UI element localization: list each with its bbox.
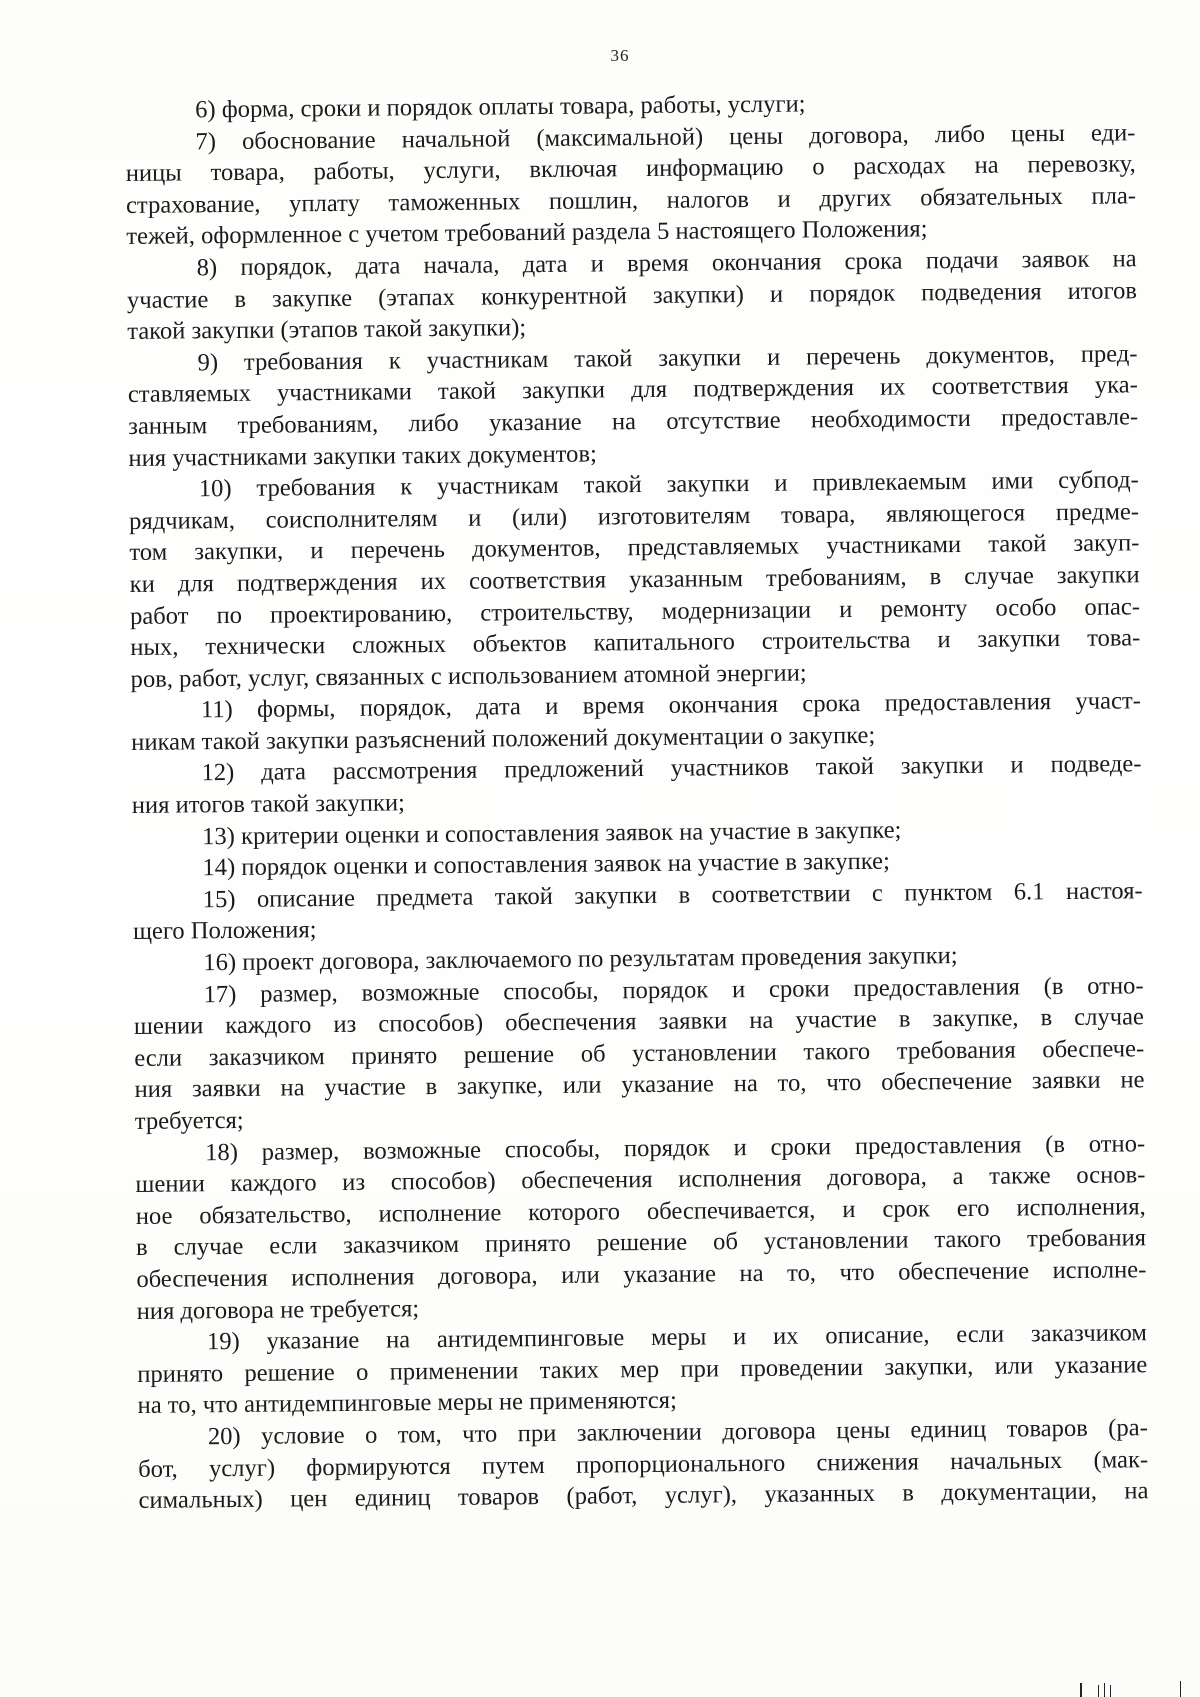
text-line: на то, что антидемпинговые меры не применяются; bbox=[137, 1387, 678, 1420]
text-line: том закупки, и перечень документов, представляемых участниками такой закуп- bbox=[129, 529, 1140, 567]
text-line: в случае если заказчиком принято решение об установлении такого требования bbox=[135, 1224, 1147, 1262]
text-line: работ по проектированию, строительству, модернизации и ремонту особо опас- bbox=[129, 592, 1141, 630]
text-line: такой закупки (этапов такой закупки); bbox=[127, 314, 527, 346]
text-line: 13) критерии оценки и сопоставления заявок на участие в закупке; bbox=[201, 816, 902, 850]
text-line: требуется; bbox=[134, 1106, 244, 1135]
text-line: ставляемых участниками такой закупки для подтверждения их соответствия ука- bbox=[127, 371, 1138, 409]
text-line: ных, технически сложных объектов капитального строительства и закупки това- bbox=[130, 624, 1141, 662]
scan-edge-mark bbox=[1110, 1685, 1111, 1697]
text-line: ния участниками закупки таких документов; bbox=[128, 440, 597, 472]
page-number: 36 bbox=[610, 46, 630, 65]
text-line: занным требованиям, либо указание на отсутствие необходимости предоставле- bbox=[128, 403, 1139, 440]
text-line: 15) описание предмета такой закупки в соответствии с пунктом 6.1 настоя- bbox=[202, 877, 1143, 914]
text-line: участие в закупке (этапах конкурентной закупки) и порядок подведения итогов bbox=[126, 276, 1138, 314]
text-line: ное обязательство, исполнение которого обеспечивается, и срок его исполнения, bbox=[135, 1193, 1146, 1230]
text-line: симальных) цен единиц товаров (работ, услуг), указанных в документации, на bbox=[138, 1477, 1149, 1515]
text-line: 18) размер, возможные способы, порядок и сроки предоставления (в отно- bbox=[205, 1129, 1146, 1166]
text-line: ния договора не требуется; bbox=[136, 1294, 420, 1325]
text-line: ния итогов такой закупки; bbox=[131, 789, 406, 820]
text-line: шении каждого из способов) обеспечения исполнения договора, а также основ- bbox=[135, 1161, 1146, 1199]
text-line: обеспечения исполнения договора, или указание на то, что обеспечение исполне- bbox=[136, 1256, 1147, 1293]
text-line: ния заявки на участие в закупке, или указание на то, что обеспечение заявки не bbox=[134, 1066, 1145, 1104]
text-line: 16) проект договора, заключаемого по результатам проведения закупки; bbox=[203, 942, 958, 977]
text-line: 14) порядок оценки и сопоставления заявок на участие в закупке; bbox=[202, 847, 890, 882]
text-line: принято решение о применении таких мер при проведении закупки, или указание bbox=[137, 1350, 1148, 1388]
text-line: 7) обоснование начальной (максимальной) цены договора, либо цены еди- bbox=[195, 118, 1136, 155]
text-line: тежей, оформленное с учетом требований раздела 5 настоящего Положения; bbox=[126, 215, 928, 251]
text-line: ницы товара, работы, услуги, включая информацию о расходах на перевозку, bbox=[125, 150, 1136, 188]
scan-edge-mark bbox=[1098, 1685, 1099, 1697]
text-line: 19) указание на антидемпинговые меры и их описание, если заказчиком bbox=[206, 1319, 1148, 1356]
body-text bbox=[125, 85, 1149, 1516]
text-line: рядчикам, соисполнителям и (или) изготовителям товара, являющегося предме- bbox=[128, 498, 1140, 535]
text-line: 12) дата рассмотрения предложений участников такой закупки и подведе- bbox=[201, 750, 1142, 787]
text-line: 20) условие о том, что при заключении договора цены единиц товаров (ра- bbox=[207, 1414, 1148, 1451]
text-line: 6) форма, сроки и порядок оплаты товара, работы, услуги; bbox=[195, 90, 806, 124]
text-line: страхование, уплату таможенных пошлин, налогов и других обязательных пла- bbox=[125, 182, 1137, 219]
text-line: шении каждого из способов) обеспечения заявки на участие в закупке, в случае bbox=[133, 1003, 1145, 1041]
text-line: 17) размер, возможные способы, порядок и сроки предоставления (в отно- bbox=[203, 971, 1144, 1008]
scan-edge-mark bbox=[1180, 1681, 1181, 1697]
text-line: ки для подтверждения их соответствия указанным требованиям, в случае закупки bbox=[129, 561, 1140, 598]
text-line: ров, работ, услуг, связанных с использованием атомной энергии; bbox=[130, 659, 807, 693]
scan-edge-mark bbox=[1104, 1683, 1105, 1697]
text-line: никам такой закупки разъяснений положений документации о закупке; bbox=[131, 721, 876, 756]
scan-edge-mark bbox=[1080, 1683, 1082, 1697]
text-line: 8) порядок, дата начала, дата и время окончания срока подачи заявок на bbox=[196, 245, 1137, 282]
text-line: 11) формы, порядок, дата и время окончания срока предоставления участ- bbox=[200, 687, 1141, 724]
text-line: если заказчиком принято решение об установлении такого требования обеспече- bbox=[134, 1035, 1145, 1072]
text-line: бот, услуг) формируются путем пропорционального снижения начальных (мак- bbox=[138, 1445, 1149, 1483]
text-line: 9) требования к участникам такой закупки и перечень документов, пред- bbox=[197, 340, 1138, 377]
text-line: щего Положения; bbox=[132, 916, 317, 946]
text-line: 10) требования к участникам такой закупки и привлекаемым ими субпод- bbox=[198, 466, 1139, 503]
